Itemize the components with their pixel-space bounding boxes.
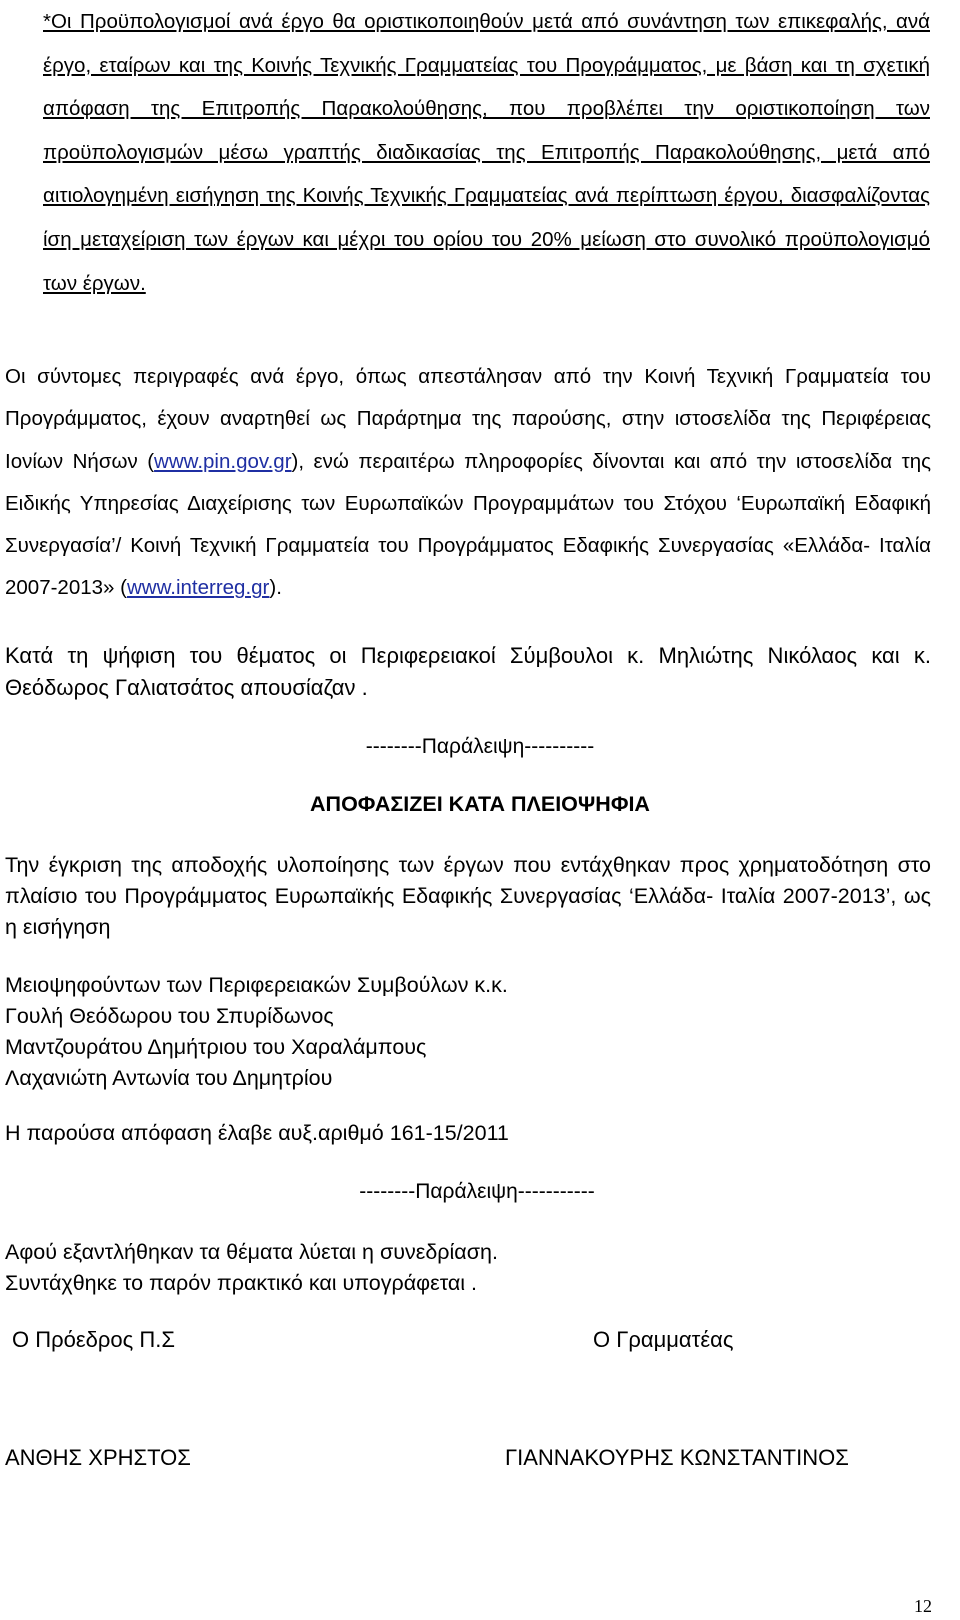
- omission-marker-2: --------Παράλειψη-----------: [359, 1180, 595, 1203]
- minority-member: Λαχανιώτη Αντωνία του Δημητρίου: [5, 1066, 333, 1090]
- secretary-name: ΓΙΑΝΝΑΚΟΥΡΗΣ ΚΩΝΣΤΑΝΤΙΝΟΣ: [505, 1445, 849, 1470]
- page-number: 12: [914, 1596, 932, 1616]
- decision-heading: ΑΠΟΦΑΣΙΖΕΙ ΚΑΤΑ ΠΛΕΙΟΨΗΦΙΑ: [310, 792, 650, 816]
- omission-marker-1: --------Παράλειψη----------: [365, 735, 595, 758]
- secretary-title: Ο Γραμματέας: [593, 1327, 734, 1352]
- footnote: *Οι Προϋπολογισμοί ανά έργο θα οριστικοποιηθούν μετά από συνάντηση των επικεφαλής, ανά έργο, εταίρων και της Κοινής Τεχνικής Γραμματείας του Προγράμματος, με βάση και τη σχετική απόφαση της Επιτροπής Παρακολούθησης, που προβλέπει την οριστικοποίηση των προϋπολογισμών μέσω γραπτής διαδικασίας της Επιτροπής Παρακολούθησης, μετά από αιτιολογημένη εισήγηση της Κοινής Τεχνικής Γραμματείας ανά περίπτωση έργου, διασφαλίζοντας ίση μεταχείριση των έργων και μέχρι του ορίου του 20% μείωση στο συνολικό προϋπολογισμό των έργων.: [43, 10, 930, 295]
- minority-intro: Μειοψηφούντων των Περιφερειακών Συμβούλων κ.κ.: [5, 973, 508, 997]
- minority-member: Μαντζουράτου Δημήτριου του Χαραλάμπους: [5, 1035, 427, 1059]
- closing-line: Συντάχθηκε το παρόν πρακτικό και υπογράφεται .: [5, 1271, 478, 1295]
- minority-list: [5, 970, 931, 1094]
- paragraph-text-2: ), ενώ περαιτέρω πληροφορίες δίνονται και από την ιστοσελίδα της Ειδικής Υπηρεσίας Διαχείρισης των Ευρωπαϊκών Προγραμμάτων του Στόχου ‘Ευρωπαϊκή Εδαφική Συνεργασία’/ Κοινή Τεχνική Γραμματεία του Προγράμματος Εδαφικής Συνεργασίας «Ελλάδα- Ιταλία 2007-2013» (: [5, 449, 931, 600]
- decision-text: Την έγκριση της αποδοχής υλοποίησης των έργων που εντάχθηκαν προς χρηματοδότηση στο πλαίσιο του Προγράμματος Ευρωπαϊκής Εδαφικής Συνεργασίας ‘Ελλάδα- Ιταλία 2007-2013’, ως η εισήγηση: [5, 853, 931, 939]
- paragraph-text-1: Οι σύντομες περιγραφές ανά έργο, όπως απεστάλησαν από την Κοινή Τεχνική Γραμματεία του Προγράμματος, έχουν αναρτηθεί ως Παράρτημα της παρούσης, στην ιστοσελίδα της Περιφέρειας Ιονίων Νήσων (: [5, 365, 931, 473]
- minority-member: Γουλή Θεόδωρου του Σπυρίδωνος: [5, 1004, 334, 1028]
- chairman-title: Ο Πρόεδρος Π.Σ: [12, 1327, 175, 1352]
- closing-text: [5, 1237, 931, 1299]
- closing-line: Αφού εξαντλήθηκαν τα θέματα λύεται η συνεδρίαση.: [5, 1240, 498, 1264]
- link-pin-gov[interactable]: www.pin.gov.gr: [154, 449, 292, 473]
- decision-number: Η παρούσα απόφαση έλαβε αυξ.αριθμό 161-15/2011: [5, 1121, 509, 1145]
- chairman-name: ΑΝΘΗΣ ΧΡΗΣΤΟΣ: [5, 1445, 191, 1470]
- absence-note: Κατά τη ψήφιση του θέματος οι Περιφερειακοί Σύμβουλοι κ. Μηλιώτης Νικόλαος και κ. Θεόδωρος Γαλιατσάτος απουσίαζαν .: [5, 643, 931, 700]
- paragraph-text-3: ).: [269, 576, 282, 600]
- paragraph-descriptions: [5, 356, 931, 610]
- link-interreg[interactable]: www.interreg.gr: [126, 576, 270, 600]
